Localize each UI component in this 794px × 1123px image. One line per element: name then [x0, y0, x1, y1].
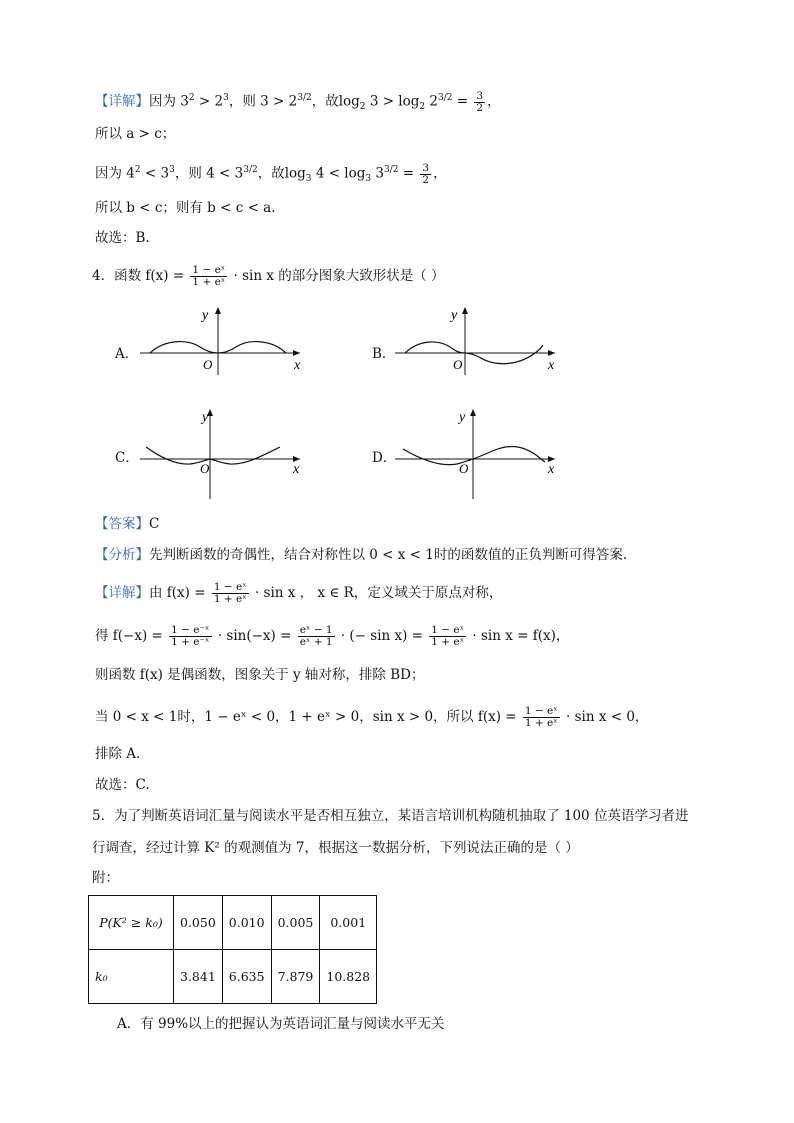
detail-line-1: 【详解】由 f(x) = $\frac{\text{1 − eˣ}}{\text{1 + eˣ}}$ · sin x ， x ∈ R，定义域关于原点对称， — [95, 581, 503, 605]
analysis-tag: 【分析】 — [95, 547, 149, 563]
question-5-line-1: 5．为了判断英语词汇量与阅读水平是否相互独立，某语言培训机构随机抽取了 100 位英语学习者进 — [92, 808, 689, 824]
table-cell: 3.841 — [174, 950, 223, 1004]
table-row — [89, 950, 377, 1004]
origin-label: O — [200, 461, 210, 476]
answer-value: C — [149, 516, 160, 532]
solution-line-1: 【详解】因为 $3^2 > 2^3$，则 $3 > 2^{3/2}$，故$\log_2 3 > \log_2 2^{3/2}$ = $\frac{3}{2}$ ， — [95, 89, 501, 114]
option-b-label: B． — [372, 346, 396, 362]
graph-a — [140, 305, 310, 377]
critical-value-table — [88, 895, 377, 1004]
y-axis-label: y — [202, 308, 209, 323]
x-axis-label: x — [548, 358, 555, 373]
question-4: 4．函数 f(x) = $\frac{\text{1 − eˣ}}{\text{1 + eˣ}}$ · sin x 的部分图象大致形状是（ ） — [92, 264, 445, 288]
graph-c — [140, 407, 310, 502]
detail-line-4: 当 0 < x < 1时，1 − eˣ < 0，1 + eˣ > 0，sin x > 0，所以 f(x) = $\frac{\text{1 − eˣ}}{\text{1 + eˣ}}$ · sin x < 0， — [95, 705, 649, 729]
fraction: $\frac{\text{1 − eˣ}}{\text{1 + eˣ}}$ — [213, 581, 247, 605]
origin-label: O — [453, 357, 463, 372]
solution-line-4: 所以 b < c；则有 b < c < a． — [95, 200, 285, 216]
y-axis-label: y — [202, 410, 209, 425]
fraction: $\frac{3}{2}$ — [476, 89, 484, 114]
solution-line-2: 所以 a > c； — [95, 126, 176, 142]
fraction: $\frac{\text{1 − eˣ}}{\text{1 + eˣ}}$ — [431, 624, 465, 648]
table-header-cell: P(K² ≥ k₀) — [89, 896, 174, 950]
fraction: $\frac{3}{2}$ — [422, 161, 430, 186]
table-cell: 0.050 — [174, 896, 223, 950]
table-header-cell: k₀ — [89, 950, 174, 1004]
curve-c — [146, 447, 280, 464]
question-5-line-2: 行调查，经过计算 K² 的观测值为 7，根据这一数据分析，下列说法正确的是（ ） — [92, 840, 579, 856]
fraction: $\frac{\text{eˣ − 1}}{\text{eˣ + 1}}$ — [299, 624, 333, 648]
x-axis-label: x — [548, 462, 555, 477]
answer-tag: 【答案】 — [95, 516, 149, 532]
origin-label: O — [203, 357, 213, 372]
analysis-line: 【分析】先判断函数的奇偶性，结合对称性以 0 < x < 1时的函数值的正负判断可得答案. — [95, 547, 628, 563]
x-axis-label: x — [294, 358, 301, 373]
table-cell: 0.005 — [271, 896, 320, 950]
table-cell: 10.828 — [320, 950, 377, 1004]
detail-line-6: 故选：C. — [95, 777, 150, 793]
fraction: $\frac{\text{1 − e⁻ˣ}}{\text{1 + e⁻ˣ}}$ — [171, 624, 210, 648]
table-cell: 7.879 — [271, 950, 320, 1004]
option-c-label: C． — [115, 450, 139, 466]
detail-tag: 【详解】 — [95, 585, 149, 601]
table-cell: 0.010 — [222, 896, 271, 950]
table-row — [89, 896, 377, 950]
solution-line-3: 因为 $4^2 < 3^3$，则 $4 < 3^{3/2}$，故$\log_3 4 < \log_3 3^{3/2}$ = $\frac{3}{2}$ ， — [95, 161, 447, 186]
option-d-label: D． — [372, 450, 397, 466]
origin-label: O — [459, 461, 469, 476]
table-cell: 6.635 — [222, 950, 271, 1004]
graph-b — [395, 305, 565, 377]
y-axis-label: y — [451, 308, 458, 323]
question-5-attach: 附： — [92, 870, 119, 886]
answer-line — [95, 514, 159, 534]
q5-option-a: A．有 99%以上的把握认为英语词汇量与阅读水平无关 — [117, 1016, 445, 1032]
detail-line-3: 则函数 f(x) 是偶函数，图象关于 y 轴对称，排除 BD； — [95, 667, 425, 683]
x-axis-label: x — [293, 462, 300, 477]
fraction: $\frac{\text{1 − eˣ}}{\text{1 + eˣ}}$ — [524, 705, 558, 729]
y-axis-label: y — [459, 410, 466, 425]
table-cell: 0.001 — [320, 896, 377, 950]
detail-line-2: 得 f(−x) = $\frac{\text{1 − e⁻ˣ}}{\text{1 + e⁻ˣ}}$ · sin(−x) = $\frac{\text{eˣ − 1}}{\text{eˣ + 1}}$ · (− sin x) = $\frac{\text{1 − eˣ}}{\text{1 + eˣ}}$ · sin x = f(x)， — [95, 624, 570, 648]
solution-line-5: 故选：B. — [95, 230, 150, 246]
graph-d — [395, 407, 565, 502]
detail-tag: 【详解】 — [95, 93, 149, 110]
fraction: $\frac{\text{1 − eˣ}}{\text{1 + eˣ}}$ — [192, 264, 226, 288]
detail-line-5: 排除 A. — [95, 746, 141, 762]
curve-d — [403, 447, 545, 465]
option-a-label: A． — [115, 346, 139, 362]
